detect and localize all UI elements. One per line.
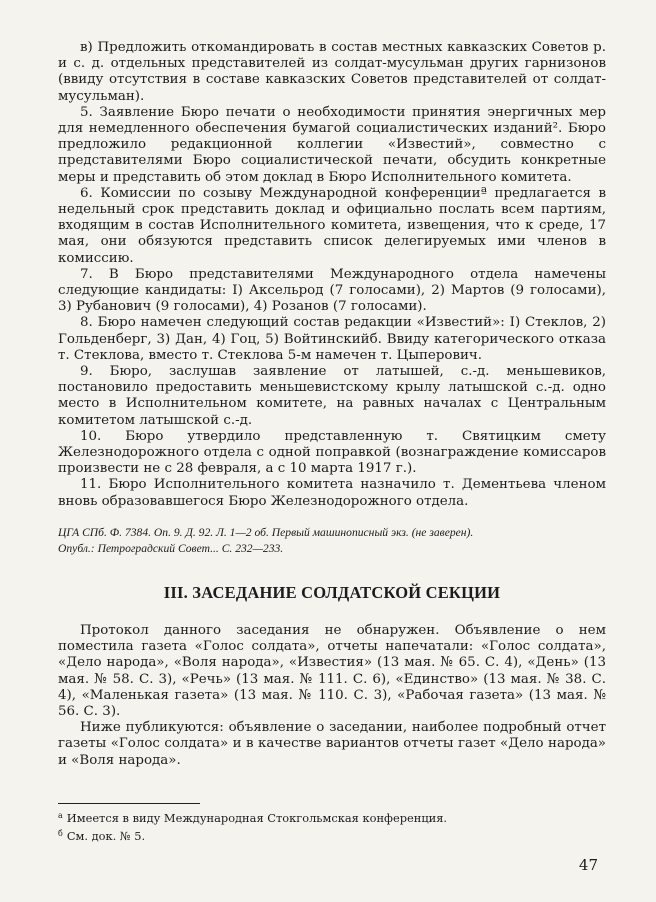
footnote-a-mark: а (58, 810, 63, 820)
section-paragraph-intro: Протокол данного заседания не обнаружен. Объявление о нем поместила газета «Голос солдата», отчеты напечатали: «Голос солдата», «Дело народа», «Воля народа», «Известия» (13 мая. № 65. С. 4), «День» (13 мая. № 58. С. 3), «Речь» (13 мая. № 111. С. 6), «Единство» (13 мая. № 38. С. 4), «Маленькая газета» (13 мая. № 110. С. 3), «Рабочая газета» (13 мая. № 56. С. 3). (58, 622, 606, 719)
footnote-a (58, 808, 606, 826)
archive-reference (58, 525, 606, 557)
paragraph-item-8: 8. Бюро намечен следующий состав редакции «Известий»: I) Стеклов, 2) Гольденберг, 3) Дан, 4) Гоц, 5) Войтинскийб. Ввиду категорического отказа т. Стеклова, вместо т. Стеклова 5-м намечен т. Цыперович. (58, 315, 606, 363)
paragraph-item-9: 9. Бюро, заслушав заявление от латышей, с.-д. меньшевиков, постановило предоставить меньшевистскому крылу латышской с.-д. одно место в Исполнительном комитете, на равных началах с Центральным комитетом латышской с.-д. (58, 364, 606, 428)
paragraph-item-7: 7. В Бюро представителями Международного отдела намечены следующие кандидаты: I) Аксельрод (7 голосами), 2) Мартов (9 голосами), 3) Рубанович (9 голосами), 4) Розанов (7 голосами). (58, 266, 606, 315)
paragraph-item-6: 6. Комиссии по созыву Международной конференцииª предлагается в недельный срок представить доклад и официально послать всем партиям, входящим в состав Исполнительного комитета, извещения, что к среде, 17 мая, они обязуются представить список делегируемых ими членов в комиссию. (58, 185, 606, 266)
paragraph-item-11: 11. Бюро Исполнительного комитета назначило т. Дементьева членом вновь образовавшегося Бюро Железнодорожного отдела. (58, 477, 606, 509)
footnote-b-mark: б (58, 828, 63, 838)
section-paragraph-publication: Ниже публикуются: объявление о заседании, наиболее подробный отчет газеты «Голос солдата» и в качестве вариантов отчеты газет «Дело народа» и «Воля народа». (58, 720, 606, 768)
page-number: 47 (578, 856, 598, 874)
footnote-b (58, 826, 606, 844)
paragraph-item-5: 5. Заявление Бюро печати о необходимости принятия энергичных мер для немедленного обеспечения бумагой социалистических изданий². Бюро предложило редакционной коллегии «Известий», совместно с представителями Бюро социалистической печати, обсудить конкретные меры и представить об этом доклад в Бюро Исполнительного комитета. (58, 104, 606, 185)
section-title: III. ЗАСЕДАНИЕ СОЛДАТСКОЙ СЕКЦИИ (163, 582, 501, 602)
paragraph-item-10: 10. Бюро утвердило представленную т. Святицким смету Железнодорожного отдела с одной поправкой (вознаграждение комиссаров произвести не с 28 февраля, а с 10 марта 1917 г.). (58, 428, 606, 477)
archive-source-line: ЦГА СПб. Ф. 7384. Оп. 9. Д. 92. Л. 1—2 об. Первый машинописный экз. (не заверен). (58, 525, 474, 539)
footnote-a-text: Имеется в виду Международная Стокгольмская конференция. (66, 810, 448, 825)
footnote-divider (58, 803, 200, 804)
paragraph-item-v: в) Предложить откомандировать в состав местных кавказских Советов р. и с. д. отдельных представителей из солдат-мусульман других гарнизонов (ввиду отсутствия в составе кавказских Советов представителей от солдат-мусульман). (58, 40, 606, 104)
archive-publication-line: Опубл.: Петроградский Совет... С. 232—233. (58, 541, 284, 555)
footnote-b-text: См. док. № 5. (66, 828, 146, 843)
